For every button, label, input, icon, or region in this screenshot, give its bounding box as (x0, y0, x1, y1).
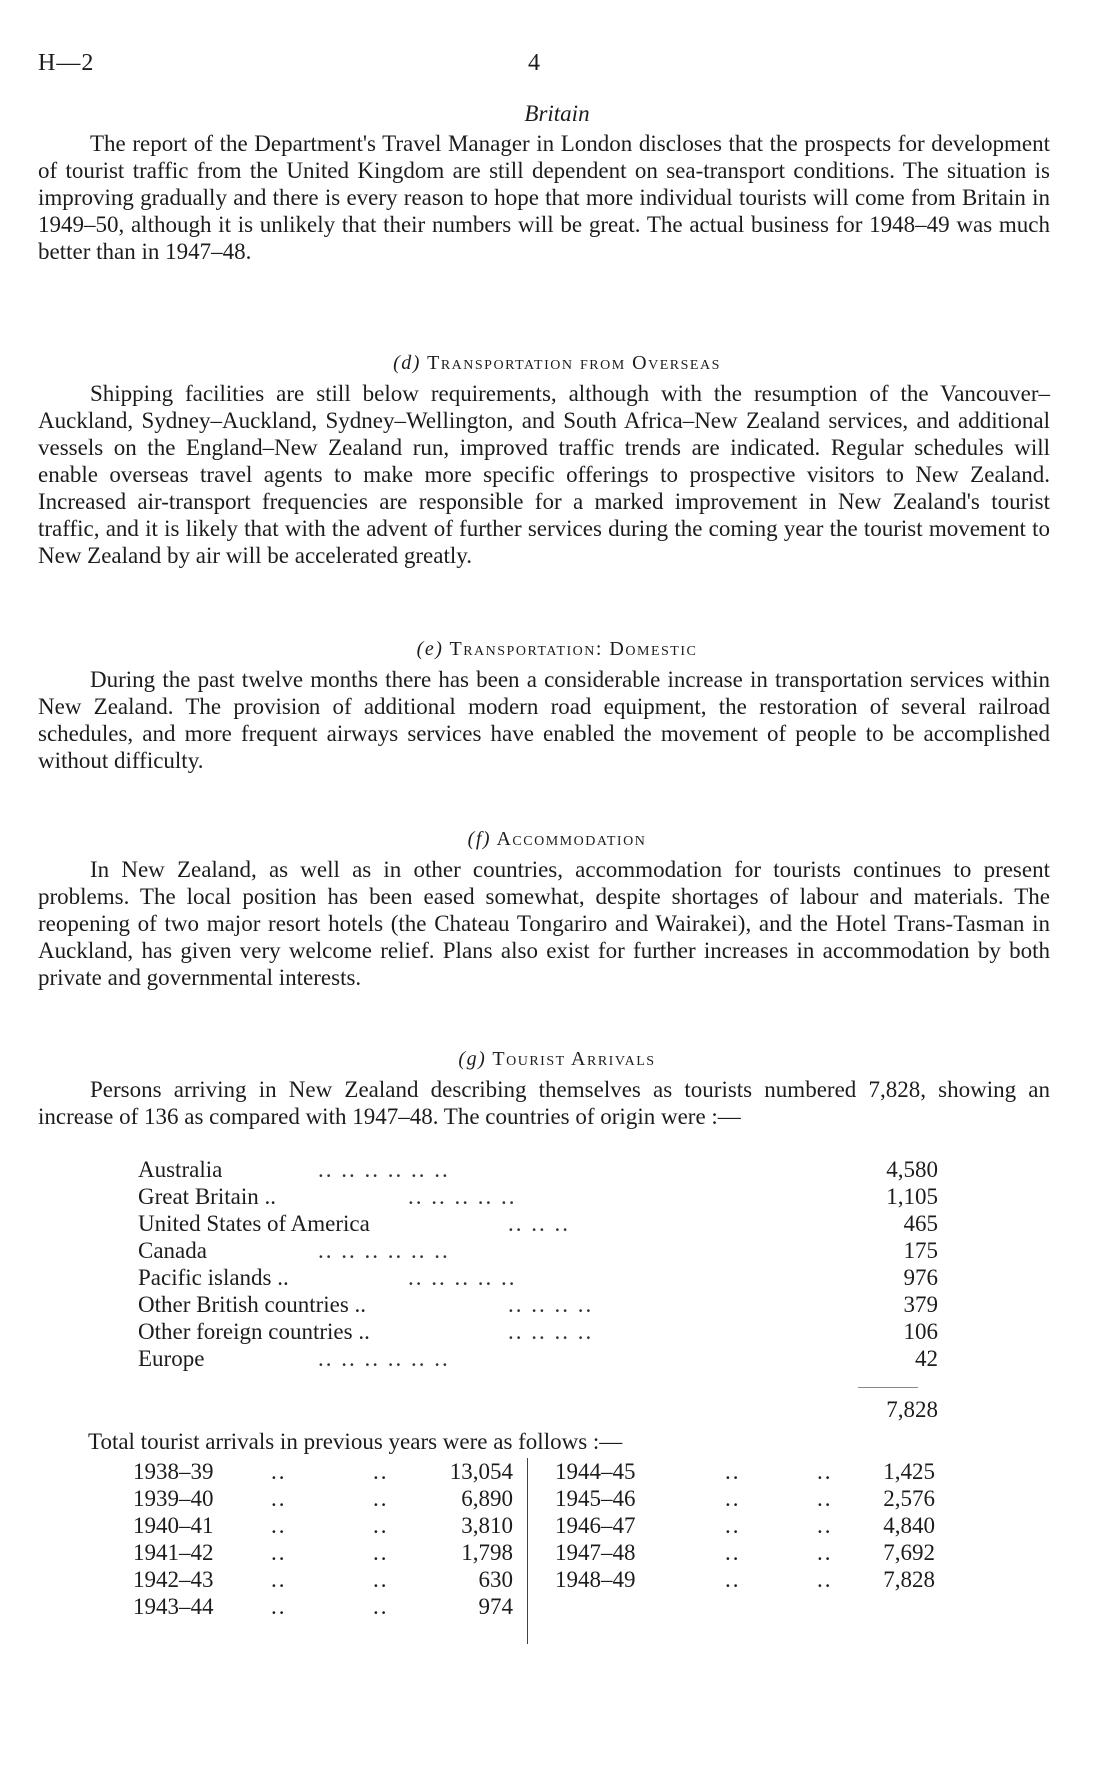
previous-years-left-column (133, 1458, 513, 1620)
country-value: 175 (903, 1238, 938, 1263)
year-label: 1942–43 (133, 1567, 214, 1592)
leader-dots: .. (373, 1594, 389, 1619)
year-label: 1948–49 (555, 1567, 636, 1592)
table-row (133, 1593, 513, 1620)
leader-dots: .. .. .. .. .. (408, 1184, 517, 1209)
year-value: 6,890 (461, 1486, 513, 1511)
year-value: 1,425 (883, 1459, 935, 1484)
year-label: 1939–40 (133, 1486, 214, 1511)
section-e-letter: (e) (416, 638, 444, 660)
table-row (133, 1566, 513, 1593)
year-value: 630 (478, 1567, 513, 1592)
section-e-heading (0, 636, 1114, 663)
leader-dots: .. (817, 1486, 833, 1511)
table-row (138, 1156, 938, 1183)
section-d-paragraph: Shipping facilities are still below requirements, although with the resumption of the Vancouver–Auckland, Sydney–Auckland, Sydney–Wellington, and South Africa–New Zealand services, and additional vessels on the England–New Zealand run, improved traffic trends are indicated. Regular schedules will enable overseas travel agents to make more specific offerings to prospective visitors to New Zealand. Increased air-transport frequencies are responsible for a marked improvement in New Zealand's tourist traffic, and it is likely that with the advent of further services during the coming year the tourist movement to New Zealand by air will be accelerated greatly. (38, 381, 1050, 568)
section-g-title: Tourist Arrivals (492, 1048, 656, 1070)
table-row (138, 1318, 938, 1345)
section-g-letter: (g) (458, 1048, 487, 1070)
leader-dots: .. .. .. .. (508, 1292, 594, 1317)
table-row (138, 1237, 938, 1264)
leader-dots: .. (725, 1567, 741, 1592)
leader-dots: .. (373, 1486, 389, 1511)
leader-dots: .. (271, 1567, 287, 1592)
section-f-paragraph: In New Zealand, as well as in other countries, accommodation for tourists continues to present problems. The local position has been eased somewhat, despite shortages of labour and materials. The reopening of two major resort hotels (the Chateau Tongariro and Wairakei), and the Hotel Trans-Tasman in Auckland, has given very welcome relief. Plans also exist for further increases in accommodation by both private and governmental interests. (38, 857, 1050, 990)
column-divider (527, 1458, 528, 1644)
leader-dots: .. (725, 1486, 741, 1511)
leader-dots: .. .. .. .. (508, 1319, 594, 1344)
page-reference: H—2 (38, 50, 95, 76)
year-label: 1946–47 (555, 1513, 636, 1538)
leader-dots: .. (373, 1513, 389, 1538)
year-value: 7,692 (883, 1540, 935, 1565)
country-name: Canada (138, 1238, 207, 1263)
leader-dots: .. (817, 1540, 833, 1565)
leader-dots: .. (373, 1459, 389, 1484)
section-f-letter: (f) (467, 828, 492, 850)
year-label: 1945–46 (555, 1486, 636, 1511)
section-e-paragraph: During the past twelve months there has been a considerable increase in transportation services within New Zealand. The provision of additional modern road equipment, the restoration of several railroad schedules, and more frequent airways services have enabled the movement of people to be accomplished without difficulty. (38, 667, 1050, 773)
leader-dots: .. (271, 1594, 287, 1619)
leader-dots: .. (725, 1513, 741, 1538)
year-label: 1940–41 (133, 1513, 214, 1538)
section-d-letter: (d) (393, 352, 421, 374)
country-value: 4,580 (886, 1157, 938, 1182)
year-label: 1941–42 (133, 1540, 214, 1565)
previous-years-right-column (555, 1458, 935, 1593)
leader-dots: .. (271, 1513, 287, 1538)
table-row (555, 1458, 935, 1485)
country-name: Pacific islands .. (138, 1265, 289, 1290)
year-value: 2,576 (883, 1486, 935, 1511)
leader-dots: .. (817, 1567, 833, 1592)
table-row (138, 1183, 938, 1210)
year-value: 7,828 (883, 1567, 935, 1592)
country-name: Other foreign countries .. (138, 1319, 370, 1344)
britain-paragraph: The report of the Department's Travel Manager in London discloses that the prospects for development of tourist traffic from the United Kingdom are still dependent on sea-transport conditions. The situation is improving gradually and there is every reason to hope that more individual tourists will come from Britain in 1949–50, although it is unlikely that their numbers will be great. The actual business for 1948–49 was much better than in 1947–48. (38, 131, 1050, 264)
leader-dots: .. .. .. .. .. (408, 1265, 517, 1290)
country-name: Other British countries .. (138, 1292, 367, 1317)
previous-years-intro: Total tourist arrivals in previous years were as follows :— (88, 1429, 623, 1454)
table-row (138, 1264, 938, 1291)
section-f-heading (0, 826, 1114, 853)
leader-dots: .. (373, 1567, 389, 1592)
page-number: 4 (528, 50, 540, 76)
table-row (138, 1210, 938, 1237)
year-value: 13,054 (449, 1459, 513, 1484)
leader-dots: .. (373, 1540, 389, 1565)
section-g-heading (0, 1046, 1114, 1073)
country-value: 1,105 (886, 1184, 938, 1209)
year-value: 3,810 (461, 1513, 513, 1538)
country-value: 106 (903, 1319, 938, 1344)
year-label: 1947–48 (555, 1540, 636, 1565)
leader-dots: .. (271, 1486, 287, 1511)
year-label: 1944–45 (555, 1459, 636, 1484)
table-row (138, 1345, 938, 1372)
section-f-title: Accommodation (496, 828, 647, 850)
table-row (555, 1512, 935, 1539)
leader-dots: .. (725, 1540, 741, 1565)
leader-dots: .. .. .. (508, 1211, 570, 1236)
table-row (133, 1485, 513, 1512)
countries-total: 7,828 (886, 1397, 938, 1422)
leader-dots: .. (817, 1513, 833, 1538)
table-row (133, 1458, 513, 1485)
country-value: 42 (915, 1346, 938, 1371)
leader-dots: .. .. .. .. .. .. (318, 1238, 450, 1263)
table-row (555, 1539, 935, 1566)
country-value: 976 (903, 1265, 938, 1290)
leader-dots: .. (271, 1459, 287, 1484)
country-name: Europe (138, 1346, 205, 1371)
table-row (133, 1539, 513, 1566)
section-g-paragraph: Persons arriving in New Zealand describing themselves as tourists numbered 7,828, showing an increase of 136 as compared with 1947–48. The countries of origin were :— (38, 1077, 1050, 1129)
table-row (555, 1485, 935, 1512)
leader-dots: .. (725, 1459, 741, 1484)
leader-dots: .. (271, 1540, 287, 1565)
section-d-heading (0, 350, 1114, 377)
britain-subheading: Britain (524, 101, 590, 126)
table-row (138, 1291, 938, 1318)
year-value: 4,840 (883, 1513, 935, 1538)
table-row (133, 1512, 513, 1539)
leader-dots: .. (817, 1459, 833, 1484)
country-name: Australia (138, 1157, 223, 1182)
countries-of-origin-table (138, 1156, 938, 1372)
section-d-title: Transportation from Overseas (427, 352, 721, 374)
leader-dots: .. .. .. .. .. .. (318, 1157, 450, 1182)
country-value: 465 (903, 1211, 938, 1236)
section-e-title: Transportation: Domestic (449, 638, 698, 660)
year-label: 1938–39 (133, 1459, 214, 1484)
year-label: 1943–44 (133, 1594, 214, 1619)
country-name: Great Britain .. (138, 1184, 276, 1209)
country-name: United States of America (138, 1211, 370, 1236)
year-value: 974 (478, 1594, 513, 1619)
leader-dots: .. .. .. .. .. .. (318, 1346, 450, 1371)
year-value: 1,798 (461, 1540, 513, 1565)
total-rule (858, 1387, 918, 1388)
country-value: 379 (903, 1292, 938, 1317)
table-row (555, 1566, 935, 1593)
